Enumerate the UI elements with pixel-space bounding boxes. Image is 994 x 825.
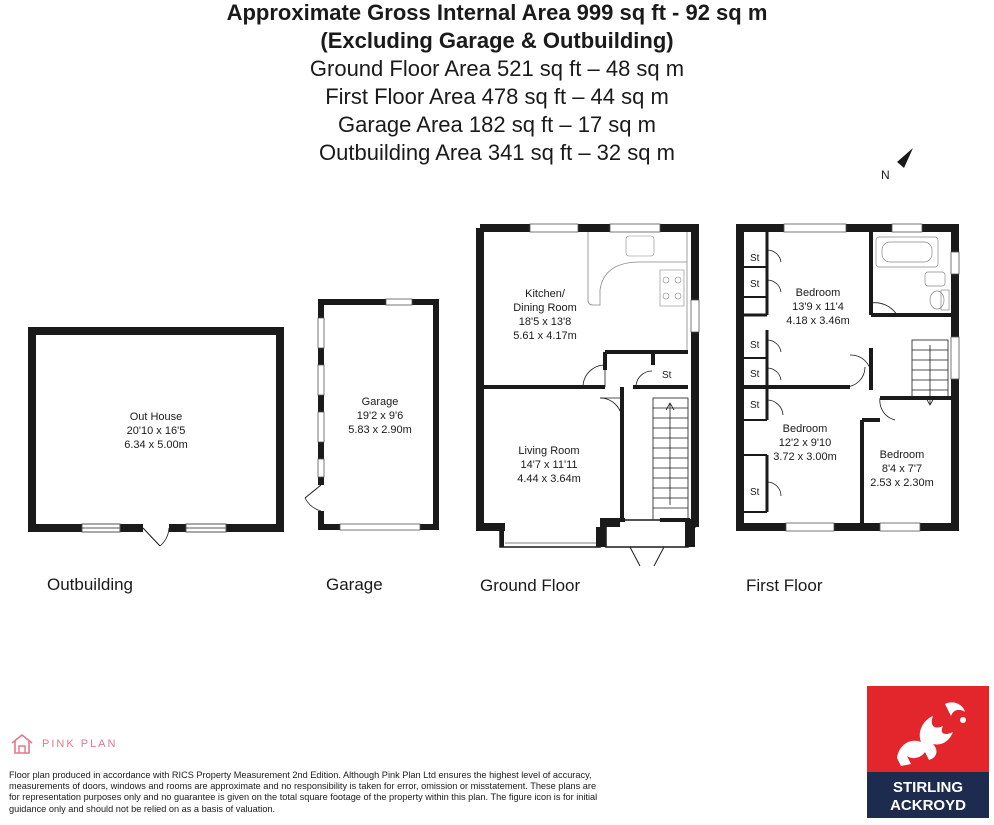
outhouse-imperial: 20'10 x 16'5 (126, 425, 186, 437)
ground-floor-plan (480, 224, 699, 595)
first-floor-plan (740, 224, 959, 595)
garage-plan (305, 299, 436, 594)
store-label-5: St (750, 400, 760, 411)
bedroom1-imperial: 13'9 x 11'4 (792, 301, 844, 313)
outbuilding-label: Outbuilding (47, 575, 134, 594)
store-label-1: St (750, 253, 760, 264)
bedroom1-name: Bedroom (795, 287, 841, 299)
outhouse-name: Out House (129, 411, 183, 423)
ground-floor-label: Ground Floor (480, 576, 581, 595)
kitchen-metric: 5.61 x 4.17m (513, 330, 577, 342)
bedroom1-metric: 4.18 x 3.46m (786, 315, 850, 327)
bedroom3-name: Bedroom (879, 449, 925, 461)
store-label-4: St (750, 369, 760, 380)
compass-icon (881, 148, 913, 182)
first-floor-label: First Floor (746, 576, 823, 595)
kitchen-name-2: Dining Room (513, 302, 577, 314)
store-label-2: St (750, 279, 760, 290)
compass-label: N (881, 168, 890, 182)
pink-plan-brand (10, 732, 117, 756)
garage-label: Garage (326, 575, 383, 594)
garage-area: Garage Area 182 sq ft – 17 sq m (338, 112, 656, 137)
area-title: Approximate Gross Internal Area 999 sq ft - 92 sq m (226, 0, 768, 25)
area-subtitle: (Excluding Garage & Outbuilding) (320, 28, 674, 53)
bedroom2-name: Bedroom (782, 423, 828, 435)
store-label-3: St (750, 340, 760, 351)
house-icon (10, 732, 34, 756)
outhouse-metric: 6.34 x 5.00m (124, 439, 188, 451)
bedroom2-metric: 3.72 x 3.00m (773, 451, 837, 463)
logo-line1: STIRLING (893, 779, 963, 796)
bedroom2-imperial: 12'2 x 9'10 (778, 437, 832, 449)
living-imperial: 14'7 x 11'11 (520, 459, 578, 471)
living-metric: 4.44 x 3.64m (517, 473, 581, 485)
pink-plan-text: PINK PLAN (42, 738, 118, 750)
disclaimer-text: Floor plan produced in accordance with RICS Property Measurement 2nd Edition. Although Pink Plan Ltd ensures the highest level of accuracy, measurements of doors, windows and rooms are approximate and no responsibility is taken for error, omission or misstatement. These plans are for representation purposes only and no guarantee is given on the total square footage of the property within this plan. The figure icon is for initial guidance only and should not be relied on as a basis of valuation. (9, 770, 598, 814)
kitchen-imperial: 18'5 x 13'8 (518, 316, 572, 328)
living-name: Living Room (518, 445, 580, 457)
logo-line2: ACKROYD (890, 797, 966, 814)
outbuilding-area: Outbuilding Area 341 sq ft – 32 sq m (319, 140, 675, 165)
stirling-ackroyd-logo (867, 686, 989, 818)
first-floor-area: First Floor Area 478 sq ft – 44 sq m (325, 84, 669, 109)
outbuilding-plan (32, 331, 280, 594)
garage-metric: 5.83 x 2.90m (348, 424, 412, 436)
bedroom3-metric: 2.53 x 2.30m (870, 477, 934, 489)
garage-imperial: 19'2 x 9'6 (356, 410, 404, 422)
ground-store-label: St (662, 370, 672, 381)
garage-name: Garage (361, 396, 399, 408)
ground-floor-area: Ground Floor Area 521 sq ft – 48 sq m (309, 56, 685, 81)
kitchen-name-1: Kitchen/ (525, 288, 565, 300)
bedroom3-imperial: 8'4 x 7'7 (881, 463, 923, 475)
store-label-6: St (750, 487, 760, 498)
